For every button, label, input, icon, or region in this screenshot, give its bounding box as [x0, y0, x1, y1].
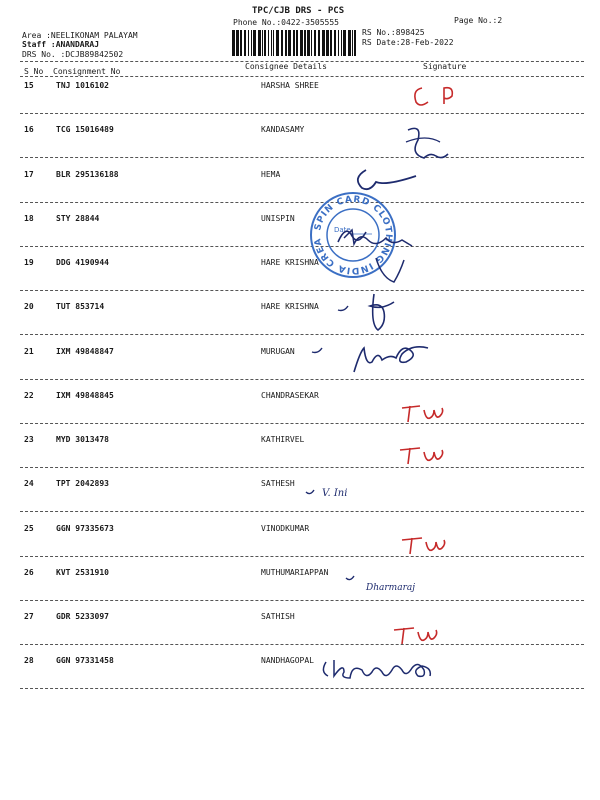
consignee-name: HARSHA SHREE [261, 81, 319, 90]
svg-text:V. Ini: V. Ini [322, 488, 348, 499]
barcode-bar [288, 30, 291, 56]
barcode-bar [251, 30, 252, 56]
table-row [0, 302, 600, 346]
rs-number: RS No.:898425 [362, 28, 425, 37]
signature-23 [398, 444, 448, 472]
table-row [0, 214, 600, 258]
consignee-name: SATHISH [261, 612, 295, 621]
consignee-name: HARE KRISHNA [261, 302, 319, 311]
page-number: Page No.:2 [454, 16, 503, 25]
serial-number: 20 [24, 302, 34, 311]
row-divider [20, 246, 584, 247]
signature-18 [340, 224, 420, 258]
consignment-number: TUT 853714 [56, 302, 105, 311]
serial-number: 25 [24, 524, 34, 533]
barcode-bar [326, 30, 329, 56]
row-divider [20, 157, 584, 158]
consignment-number: STY 28844 [56, 214, 100, 223]
row-divider [20, 202, 584, 203]
row-divider [20, 511, 584, 512]
barcode-bar [268, 30, 269, 56]
row-divider [20, 600, 584, 601]
table-row [0, 656, 600, 700]
signature-15 [408, 82, 468, 116]
table-row [0, 391, 600, 435]
consignee-name: SATHESH [261, 479, 295, 488]
barcode-bar [240, 30, 242, 56]
table-row [0, 612, 600, 656]
signature-24 [304, 482, 384, 512]
svg-text:Dharmaraj: Dharmaraj [366, 583, 416, 593]
consignment-number: GGN 97331458 [56, 656, 114, 665]
barcode-bar [304, 30, 306, 56]
barcode-bar [343, 30, 346, 56]
svg-text:Date: Date [334, 226, 351, 234]
staff-label: Staff :ANANDARAJ [22, 40, 100, 49]
serial-number: 21 [24, 347, 34, 356]
barcode-bar [334, 30, 336, 56]
barcode-bar [236, 30, 239, 56]
barcode-bar [281, 30, 283, 56]
barcode-bar [253, 30, 256, 56]
signature-25 [400, 534, 450, 562]
barcode-bar [258, 30, 261, 56]
consignment-number: IXM 49848845 [56, 391, 114, 400]
serial-number: 26 [24, 568, 34, 577]
barcode-bar [354, 30, 356, 56]
consignment-number: TPT 2042893 [56, 479, 109, 488]
consignee-name: NANDHAGOPAL [261, 656, 314, 665]
col-signature: Signature [423, 62, 467, 71]
consignee-name: MURUGAN [261, 347, 295, 356]
phone-number: Phone No.:0422-3505555 [233, 18, 339, 27]
row-divider [20, 467, 584, 468]
barcode-bar [293, 30, 295, 56]
barcode-bar [296, 30, 298, 56]
consignee-name: MUTHUMARIAPPAN [261, 568, 329, 577]
signature-21 [310, 332, 440, 386]
barcode-bar [352, 30, 353, 56]
rs-date: RS Date:28-Feb-2022 [362, 38, 454, 47]
barcode-bar [311, 30, 312, 56]
barcode-bar [276, 30, 279, 56]
consignee-name: CHANDRASEKAR [261, 391, 319, 400]
document-title: TPC/CJB DRS - PCS [252, 6, 345, 16]
svg-text:SPIN CARD CLOTHING INDIA CREA: SPIN CARD CLOTHING INDIA CREA [312, 194, 394, 276]
barcode-bar [244, 30, 246, 56]
consignment-number: MYD 3013478 [56, 435, 109, 444]
consignment-number: GGN 97335673 [56, 524, 114, 533]
consignee-name: UNISPIN [261, 214, 295, 223]
table-row [0, 81, 600, 125]
barcode-bar [232, 30, 235, 56]
barcode-bar [248, 30, 249, 56]
serial-number: 23 [24, 435, 34, 444]
consignment-number: KVT 2531910 [56, 568, 109, 577]
barcode-bar [262, 30, 263, 56]
consignment-number: GDR 5233097 [56, 612, 109, 621]
consignee-name: VINODKUMAR [261, 524, 310, 533]
col-sno: S No [24, 67, 44, 76]
consignee-name: HEMA [261, 170, 281, 179]
consignee-name: HARE KRISHNA [261, 258, 319, 267]
barcode-bar [330, 30, 332, 56]
table-row [0, 435, 600, 479]
table-row [0, 170, 600, 214]
serial-number: 15 [24, 81, 34, 90]
barcode-bar [271, 30, 272, 56]
barcode-bar [322, 30, 325, 56]
table-row [0, 347, 600, 391]
row-divider [20, 688, 584, 689]
signature-28 [322, 656, 472, 690]
barcode-bar [285, 30, 287, 56]
row-divider [20, 113, 584, 114]
barcode-bar [348, 30, 351, 56]
table-row [0, 568, 600, 612]
barcode-bar [318, 30, 320, 56]
row-divider [20, 290, 584, 291]
row-divider [20, 644, 584, 645]
serial-number: 17 [24, 170, 34, 179]
consignee-name: KATHIRVEL [261, 435, 305, 444]
serial-number: 28 [24, 656, 34, 665]
signature-17 [352, 164, 422, 198]
drs-number: DRS No. :DCJB89842502 [22, 50, 124, 59]
serial-number: 27 [24, 612, 34, 621]
consignment-number: BLR 295136188 [56, 170, 119, 179]
table-row [0, 479, 600, 523]
consignment-number: TCG 15016489 [56, 125, 114, 134]
consignment-number: TNJ 1016102 [56, 81, 109, 90]
barcode-bar [273, 30, 274, 56]
serial-number: 22 [24, 391, 34, 400]
col-consignee: Consignee Details [245, 62, 327, 71]
signature-27 [392, 624, 442, 652]
table-row [0, 125, 600, 169]
table-row [0, 258, 600, 302]
row-divider [20, 423, 584, 424]
barcode-bar [338, 30, 339, 56]
barcode-bar [314, 30, 316, 56]
barcode-bar [341, 30, 342, 56]
barcode-bar [264, 30, 266, 56]
consignment-number: DDG 4190944 [56, 258, 109, 267]
barcode-bar [307, 30, 310, 56]
signature-26 [344, 570, 454, 604]
signature-16 [400, 122, 450, 166]
row-divider [20, 379, 584, 380]
serial-number: 24 [24, 479, 34, 488]
consignment-number: IXM 49848847 [56, 347, 114, 356]
serial-number: 19 [24, 258, 34, 267]
header-rule-bottom [20, 76, 584, 77]
barcode-bar [300, 30, 303, 56]
area-label: Area :NEELIKONAM PALAYAM [22, 31, 138, 40]
table-row [0, 524, 600, 568]
consignee-name: KANDASAMY [261, 125, 305, 134]
row-divider [20, 334, 584, 335]
row-divider [20, 556, 584, 557]
col-consignment: Consignment No [53, 67, 121, 76]
barcode [232, 30, 360, 56]
serial-number: 16 [24, 125, 34, 134]
serial-number: 18 [24, 214, 34, 223]
signature-22 [398, 402, 448, 430]
